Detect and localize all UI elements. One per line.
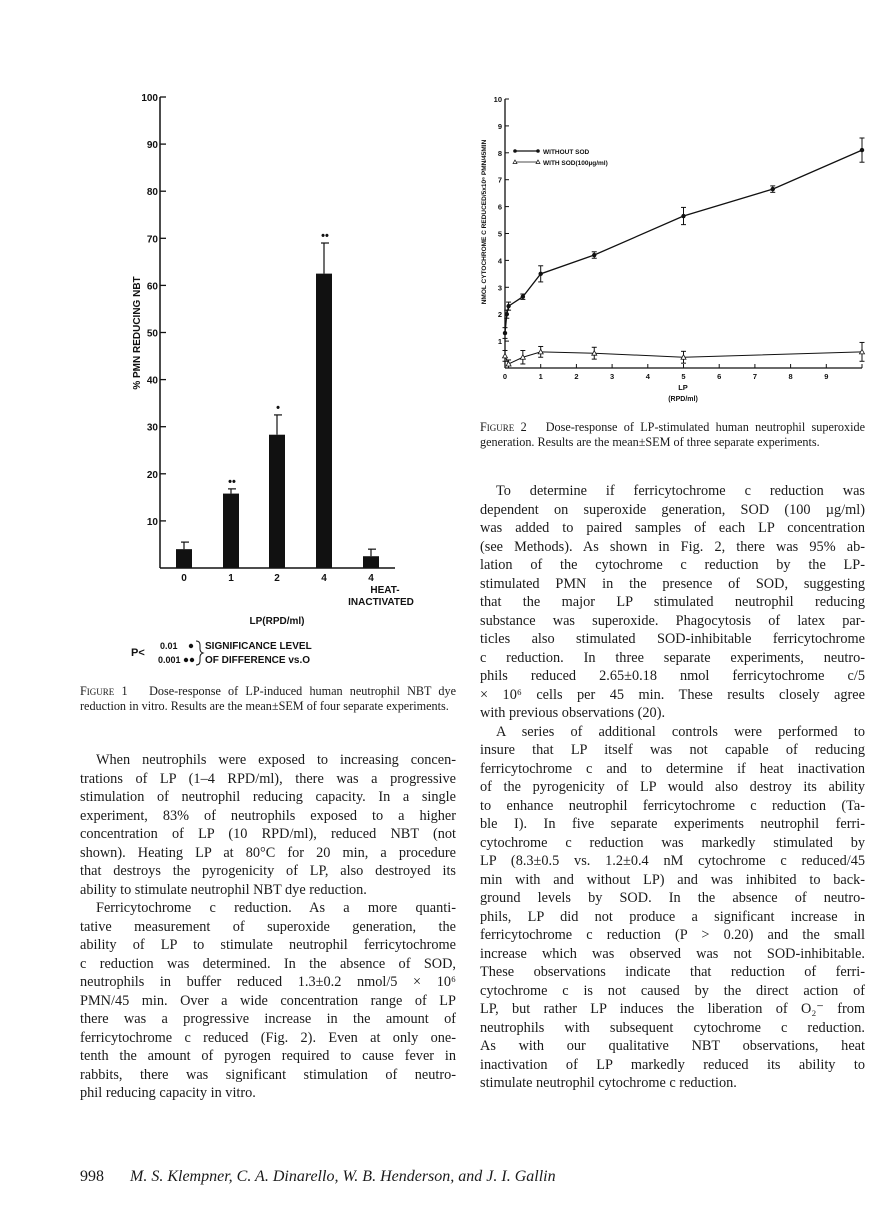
series-line	[505, 150, 862, 333]
text-line: that destroys the pyrogenicity of LP, also destroyed its	[80, 863, 456, 879]
text-line: ble I). In five separate experiments neutrophil ferri-	[480, 816, 865, 832]
text-line: ferricytochrome c and to determine if heat inactivation	[480, 760, 865, 777]
data-point	[503, 331, 507, 335]
bar	[269, 435, 285, 568]
bar	[363, 556, 379, 568]
text-line: PMN/45 min. Over a wide concentration range of LP	[80, 992, 456, 1009]
legend-label-without-sod: WITHOUT SOD	[543, 149, 590, 156]
text-line: with previous observations (20).	[480, 705, 666, 721]
data-point	[521, 295, 525, 299]
left-column-text	[80, 751, 456, 1103]
x-tick-label: 1	[228, 573, 234, 584]
x-tick-label: 4	[645, 372, 650, 381]
bar	[316, 274, 332, 568]
y-tick-label: 4	[497, 256, 502, 266]
text-line: ability of LP to stimulate neutrophil ferricytochrome	[80, 937, 456, 953]
significance-marker: ••	[228, 475, 236, 488]
data-point	[506, 361, 511, 366]
text-line: concentration of LP (10 RPD/ml), reduced NBT (not	[80, 826, 456, 842]
text-line: These observations indicate that reduction of ferri-	[480, 964, 865, 980]
y-tick-label: 8	[497, 148, 502, 158]
text-line: rabbits, there was significant stimulation of neutro-	[80, 1066, 456, 1083]
text-line: stimulate neutrophil cytochrome c reduction.	[480, 1075, 737, 1091]
text-line: was added to paired samples of each LP concentration	[480, 520, 865, 536]
x-tick-label: 1	[538, 372, 543, 381]
text-line: of the pyrogenicity of LP would also destroy its ability	[480, 779, 865, 795]
text-line: trations of LP (1–4 RPD/ml), there was a progressive	[80, 770, 456, 787]
text-line: tative measurement of superoxide generation, the	[80, 918, 456, 935]
y-tick-label: 7	[497, 175, 502, 185]
legend-marker-circle	[536, 149, 540, 153]
y-tick-label: 3	[497, 283, 502, 293]
x-tick-label: 0	[502, 372, 508, 381]
x-tick-label: 3	[610, 372, 615, 381]
bar	[176, 549, 192, 568]
y-tick-label: 70	[146, 234, 158, 246]
p-prefix: P<	[131, 647, 145, 659]
x-axis-label: LP(RPD/ml)	[249, 616, 305, 627]
text-line: stimulation of neutrophil reducing capacity. In a single	[80, 789, 456, 805]
text-line: As with our qualitative NBT observations, heat	[480, 1038, 865, 1054]
data-point	[506, 304, 510, 308]
y-tick-label: 10	[146, 516, 158, 528]
figure-2-caption-text: Dose-response of LP-stimulated human neutrophil superoxide generation. Results are the mean±SEM of three separate experiments.	[480, 420, 866, 449]
y-tick-label: 6	[497, 202, 502, 212]
data-point	[539, 272, 543, 276]
text-line: phil reducing capacity in vitro.	[80, 1085, 256, 1101]
y-tick-label: 50	[146, 328, 158, 340]
data-point	[771, 187, 775, 191]
x-tick-label: 2	[574, 372, 579, 381]
paragraph	[80, 899, 456, 1103]
figure-2-line-chart	[481, 95, 865, 403]
x-tick-label: 6	[717, 372, 722, 381]
text-line: substance was superoxide. Phagocytosis of latex par-	[480, 612, 865, 629]
x-axis-units: (RPD/ml)	[668, 396, 698, 403]
paragraph	[480, 723, 865, 1093]
data-point	[681, 214, 685, 218]
text-line: shown). Heating LP at 80°C for 20 min, a procedure	[80, 844, 456, 861]
text-line: neutrophils with subsequent cytochrome c reduction.	[480, 1019, 865, 1036]
data-point	[860, 148, 864, 152]
text-line: To determine if ferricytochrome c reduction was	[496, 483, 865, 499]
legend-line-2: OF DIFFERENCE vs.O	[205, 655, 311, 666]
y-tick-label: 10	[493, 95, 502, 104]
figure-1-bar-chart	[131, 93, 414, 666]
text-line: there was a progressive increase in the amount of	[80, 1011, 456, 1027]
text-line: × 10⁶ cells per 45 min. These results closely agree	[480, 686, 865, 703]
p-value-1: 0.01	[160, 641, 178, 651]
page-footer	[80, 1168, 556, 1186]
figure-1-label: Figure 1	[80, 684, 128, 698]
text-line: experiment, 83% of neutrophils exposed to a higher	[80, 807, 456, 824]
text-line: min with and without LP) and was inhibited to back-	[480, 871, 865, 888]
x-tick-label: 4	[321, 573, 327, 584]
text-line: c reduction was determined. In the absence of SOD,	[80, 955, 456, 972]
y-tick-label: 1	[497, 337, 502, 347]
bar	[223, 494, 239, 568]
page-number: 998	[80, 1168, 104, 1185]
text-line: ground levels by SOD. In the absence of neutro-	[480, 890, 865, 906]
figure-2-caption	[480, 420, 865, 450]
x-tick-label: 0	[181, 573, 187, 584]
heat-label: HEAT-	[370, 585, 400, 596]
y-tick-label: 90	[146, 140, 158, 152]
text-line: cytochrome c reduction was markedly stimulated by	[480, 834, 865, 851]
text-line: dependent on superoxide generation, SOD (100 µg/ml)	[480, 501, 865, 518]
figure-1-caption	[80, 684, 456, 714]
y-tick-label: 60	[146, 281, 158, 293]
figure-1-caption-text: Dose-response of LP-induced human neutrophil NBT dye reduction in vitro. Results are the mean±SEM of four separate experiments.	[80, 684, 457, 713]
text-line: lation of the cytochrome c reduction by the LP-	[480, 557, 865, 573]
y-axis-label: NMOL CYTOCHROME C REDUCED/5x10⁶ PMN/45MIN	[481, 139, 488, 305]
text-line: Ferricytochrome c reduction. As a more quanti-	[96, 900, 456, 916]
paragraph	[80, 751, 456, 899]
data-point	[505, 312, 509, 316]
text-line: increase which was observed was not SOD-inhibitable.	[480, 945, 865, 962]
text-line: tenth the amount of pyrogen required to cause fever in	[80, 1048, 456, 1064]
y-tick-label: 20	[146, 469, 158, 481]
single-dot-icon	[189, 644, 193, 648]
text-line: ticles also stimulated SOD-inhibitable ferricytochrome	[480, 631, 865, 647]
y-tick-label: 80	[146, 187, 158, 199]
y-tick-label: 5	[497, 229, 502, 239]
text-line: (see Methods). As shown in Fig. 2, there was 95% ab-	[480, 538, 865, 555]
x-tick-label: 8	[788, 372, 793, 381]
text-line: LP (8.3±0.5 vs. 1.2±0.4 nM cytochrome c reduced/45	[480, 853, 865, 869]
text-line: phils reduced 2.65±0.18 nmol ferricytochrome c/5	[480, 668, 865, 684]
text-line: that the major LP stimulated neutrophil reducing	[480, 594, 865, 610]
y-tick-label: 40	[146, 375, 158, 387]
text-line: stimulated PMN in the presence of SOD, suggesting	[480, 575, 865, 592]
data-point	[592, 253, 596, 257]
double-dot-icon	[184, 658, 188, 662]
text-line: When neutrophils were exposed to increasing concen-	[96, 752, 456, 768]
x-tick-label: 9	[824, 372, 829, 381]
inactivated-label: INACTIVATED	[348, 597, 414, 608]
legend-label-with-sod: WITH SOD(100µg/ml)	[543, 160, 608, 167]
y-tick-label: 2	[497, 310, 502, 320]
text-line: insure that LP itself was not capable of reducing	[480, 742, 865, 758]
y-tick-label: 30	[146, 422, 158, 434]
paragraph	[480, 482, 865, 723]
y-tick-label: 100	[141, 93, 158, 104]
data-point	[503, 353, 508, 358]
text-line: ferricytochrome c reduced (Fig. 2). Even at only one-	[80, 1029, 456, 1046]
text-line: inactivation of LP markedly reduced its ability to	[480, 1056, 865, 1073]
significance-marker: •	[276, 401, 280, 414]
text-line: A series of additional controls were performed to	[496, 723, 865, 740]
author-list: M. S. Klempner, C. A. Dinarello, W. B. Henderson, and J. I. Gallin	[130, 1168, 556, 1185]
y-axis-label: % PMN REDUCING NBT	[132, 276, 143, 390]
text-line: cytochrome c is not caused by the direct action of	[480, 982, 865, 999]
x-axis-label: LP	[678, 383, 688, 392]
text-line: ferricytochrome c reduction (P > 0.20) and the small	[480, 927, 865, 943]
text-line: to enhance neutrophil ferricytochrome c reduction (Ta-	[480, 797, 865, 814]
right-column-text	[480, 482, 865, 1093]
y-tick-label: 9	[497, 121, 502, 131]
figure-2-label: Figure 2	[480, 420, 527, 434]
text-line: phils, LP did not produce a significant increase in	[480, 908, 865, 925]
significance-marker: ••	[321, 230, 329, 243]
brace-icon	[196, 641, 203, 665]
p-value-2: 0.001	[158, 655, 181, 665]
text-line: ability to stimulate neutrophil NBT dye reduction.	[80, 881, 367, 898]
x-tick-label: 5	[681, 372, 686, 381]
legend-line-1: SIGNIFICANCE LEVEL	[205, 641, 312, 652]
text-line: neutrophils in buffer reduced 1.3±0.2 nmol/5 × 10⁶	[80, 974, 456, 990]
text-line: c reduction. In three separate experiments, neutro-	[480, 649, 865, 666]
text-line: LP, but rather LP induces the liberation of O₂⁻ from	[480, 1001, 865, 1017]
x-tick-label: 2	[274, 573, 280, 584]
x-tick-label: 4	[368, 573, 374, 584]
double-dot-icon	[190, 658, 194, 662]
x-tick-label: 7	[752, 372, 757, 381]
legend-marker-circle	[513, 149, 517, 153]
